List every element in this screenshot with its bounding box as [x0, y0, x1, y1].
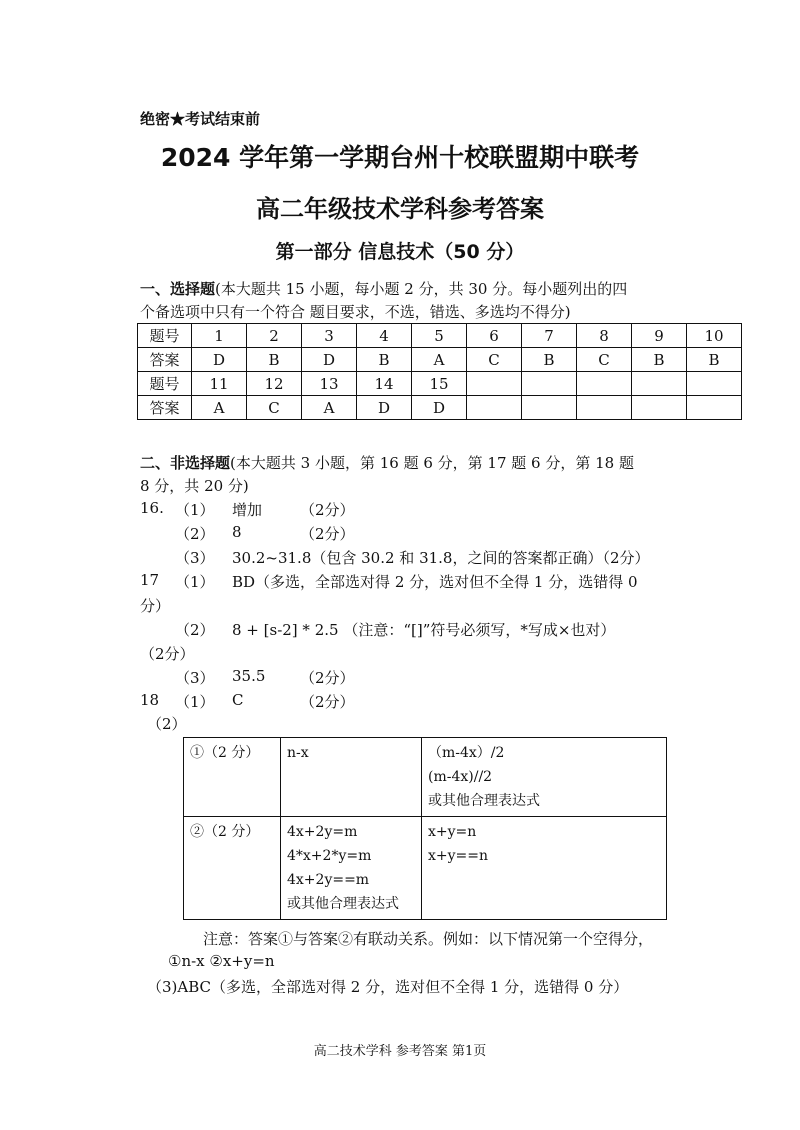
blank1-label: ①（2 分） [184, 738, 281, 817]
table-row [138, 372, 742, 396]
question-number: 8 [577, 324, 632, 348]
expression-line: x+y==n [428, 848, 489, 864]
expression-line: x+y=n [428, 824, 477, 840]
blank2-option-a [281, 817, 422, 920]
q17-part1-label: （1） [175, 573, 215, 591]
blank1-option-a [281, 738, 422, 817]
exam-title: 2024 学年第一学期台州十校联盟期中联考 [160, 143, 640, 172]
table-row [184, 738, 667, 817]
question-number: 11 [192, 372, 247, 396]
answer-cell: C [467, 348, 522, 372]
blank1-option-b [422, 738, 667, 817]
empty-cell [687, 396, 742, 420]
q16-part3-answer: 30.2~31.8（包含 30.2 和 31.8，之间的答案都正确）（2分） [232, 549, 650, 567]
empty-cell [522, 396, 577, 420]
q17-part1-answer-cont: 分） [140, 597, 171, 615]
section1-intro-line2: 个备选项中只有一个符合 题目要求，不选，错选、多选均不得分) [140, 303, 571, 321]
table-row [138, 348, 742, 372]
answer-cell: D [412, 396, 467, 420]
answer-cell: D [357, 396, 412, 420]
table-row [184, 817, 667, 920]
blank2-label: ②（2 分） [184, 817, 281, 920]
question-number: 6 [467, 324, 522, 348]
multiple-choice-answer-table [137, 323, 742, 420]
answer-cell: A [412, 348, 467, 372]
blank2-option-b [422, 817, 667, 920]
empty-cell [687, 372, 742, 396]
answer-cell: B [522, 348, 577, 372]
row-label-answer: 答案 [138, 348, 192, 372]
answer-cell: C [247, 396, 302, 420]
q18-part1-answer: C [232, 691, 244, 709]
q18-part1-label: （1） [175, 693, 215, 711]
section2-intro-line2: 8 分，共 20 分) [140, 477, 249, 495]
q16-part2-label: （2） [175, 525, 215, 543]
q18-part3-answer: （3)ABC（多选，全部选对得 2 分，选对但不全得 1 分，选错得 0 分） [147, 978, 629, 996]
expression-line: n-x [287, 745, 309, 761]
expression-line: 或其他合理表达式 [287, 896, 399, 912]
q17-number: 17 [140, 571, 160, 589]
q16-part1-answer: 增加 [232, 501, 263, 519]
q16-part2-answer: 8 [232, 523, 242, 541]
answer-key-title: 高二年级技术学科参考答案 [256, 195, 544, 223]
answer-cell: B [357, 348, 412, 372]
q16-part3-label: （3） [175, 549, 215, 567]
table-row [138, 396, 742, 420]
answer-cell: D [192, 348, 247, 372]
table-row [138, 324, 742, 348]
row-label-question: 题号 [138, 372, 192, 396]
answer-cell: C [577, 348, 632, 372]
empty-cell [577, 396, 632, 420]
confidential-mark: 绝密★考试结束前 [140, 110, 261, 128]
q17-part3-answer: 35.5 [232, 667, 266, 685]
section1-heading: 一、选择题 [140, 280, 216, 298]
q17-part2-answer-cont: （2分） [140, 645, 195, 663]
expression-line: 4x+2y==m [287, 872, 370, 888]
q17-part3-score: （2分） [300, 669, 355, 687]
q16-part1-label: （1） [175, 501, 215, 519]
empty-cell [577, 372, 632, 396]
q18-number: 18 [140, 691, 160, 709]
question-number: 9 [632, 324, 687, 348]
question-number: 14 [357, 372, 412, 396]
q18-part1-score: （2分） [300, 693, 355, 711]
q16-part1-score: （2分） [300, 501, 355, 519]
expression-line: 或其他合理表达式 [428, 793, 540, 809]
question-number: 13 [302, 372, 357, 396]
question-number: 2 [247, 324, 302, 348]
part-title: 第一部分 信息技术（50 分） [275, 241, 525, 263]
empty-cell [467, 396, 522, 420]
answer-cell: A [302, 396, 357, 420]
answer-cell: A [192, 396, 247, 420]
q18-note-line1: 注意：答案①与答案②有联动关系。例如：以下情况第一个空得分， [203, 930, 654, 948]
answer-cell: B [247, 348, 302, 372]
row-label-answer: 答案 [138, 396, 192, 420]
section2-heading: 二、非选择题 [140, 454, 231, 472]
expression-line: (m-4x)//2 [428, 769, 493, 785]
question-number: 10 [687, 324, 742, 348]
question-number: 1 [192, 324, 247, 348]
row-label-question: 题号 [138, 324, 192, 348]
question-number: 4 [357, 324, 412, 348]
q17-part2-label: （2） [175, 621, 215, 639]
expression-line: （m-4x）/2 [428, 745, 505, 761]
question-number: 3 [302, 324, 357, 348]
q18-part2-label: （2） [147, 715, 187, 733]
section2-intro-line1 [140, 452, 634, 473]
q18-note-line2: ①n-x ②x+y=n [168, 952, 275, 970]
q16-number: 16. [140, 499, 164, 517]
empty-cell [522, 372, 577, 396]
page-footer: 高二技术学科 参考答案 第1页 [313, 1044, 487, 1059]
empty-cell [632, 372, 687, 396]
answer-cell: B [687, 348, 742, 372]
q18-answer-table [183, 737, 667, 920]
section1-intro-text: (本大题共 15 小题，每小题 2 分，共 30 分。每小题列出的四 [215, 280, 628, 298]
section1-intro-line1 [140, 278, 627, 299]
question-number: 12 [247, 372, 302, 396]
section2-intro-text: (本大题共 3 小题，第 16 题 6 分，第 17 题 6 分，第 18 题 [230, 454, 634, 472]
q17-part1-answer: BD（多选，全部选对得 2 分，选对但不全得 1 分，选错得 0 [232, 573, 638, 591]
question-number: 15 [412, 372, 467, 396]
q17-part2-answer: 8 + [s-2] * 2.5 （注意：“[]”符号必须写，*写成×也对） [232, 621, 616, 639]
answer-cell: D [302, 348, 357, 372]
answer-cell: B [632, 348, 687, 372]
question-number: 5 [412, 324, 467, 348]
q16-part2-score: （2分） [300, 525, 355, 543]
empty-cell [467, 372, 522, 396]
empty-cell [632, 396, 687, 420]
expression-line: 4*x+2*y=m [287, 848, 372, 864]
question-number: 7 [522, 324, 577, 348]
expression-line: 4x+2y=m [287, 824, 358, 840]
q17-part3-label: （3） [175, 669, 215, 687]
